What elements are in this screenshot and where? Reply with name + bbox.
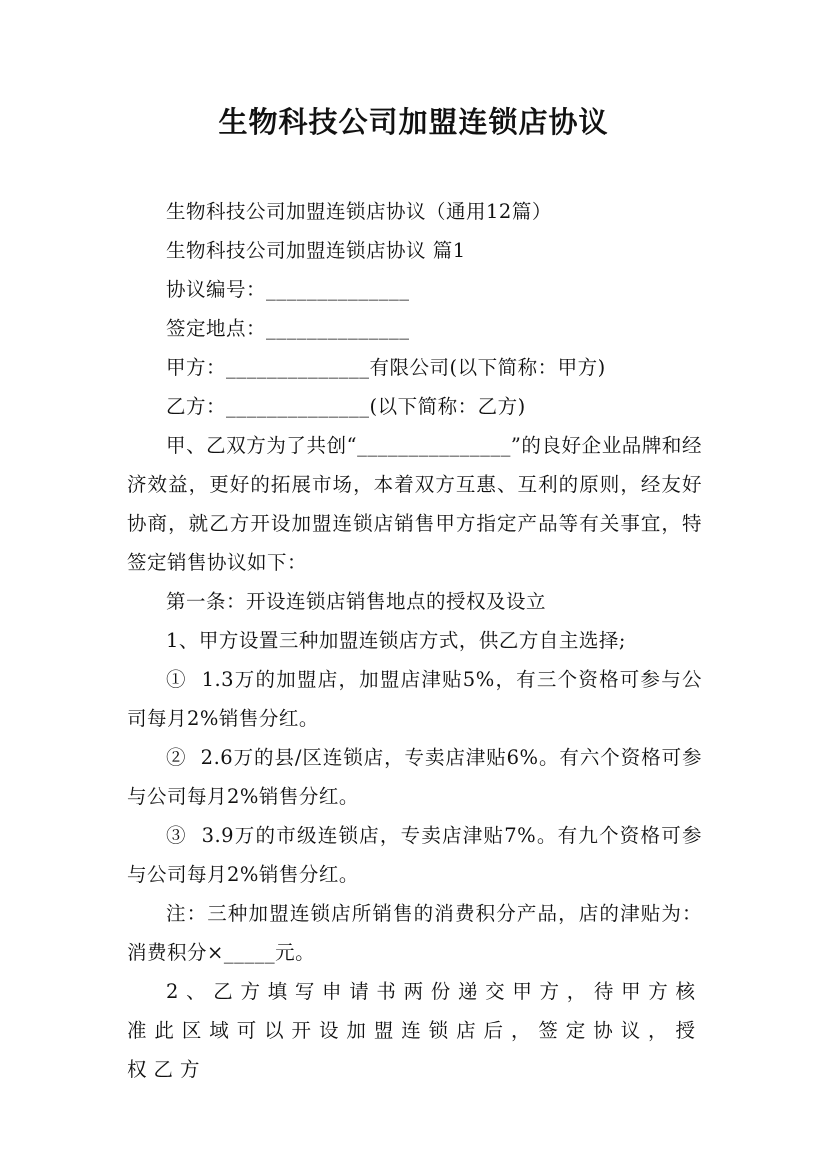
paragraph-preamble: 甲、乙双方为了共创“_______________”的良好企业品牌和经济效益，更好的拓展市场，本着双方互惠、互利的原则，经友好协商，就乙方开设加盟连锁店销售甲方指定产品等有关事宜，特签定销售协议如下： [127,434,702,574]
paragraph-option-3: ③ 3.9万的市级连锁店，专卖店津贴7%。有九个资格可参与公司每月2%销售分红。 [127,824,702,886]
paragraph-signing-place: 签定地点：______________ [166,317,410,340]
paragraph-article-one: 第一条：开设连锁店销售地点的授权及设立 [166,590,547,613]
paragraph-option-1: ① 1.3万的加盟店，加盟店津贴5%，有三个资格可参与公司每月2%销售分红。 [127,668,702,730]
paragraph-section-heading: 生物科技公司加盟连锁店协议 篇1 [166,239,466,262]
paragraph-option-2: ② 2.6万的县/区连锁店，专卖店津贴6%。有六个资格可参与公司每月2%销售分红。 [127,746,702,808]
document-body [127,192,702,1089]
paragraph-party-b: 乙方：______________(以下简称：乙方) [166,395,526,418]
paragraph-note: 注：三种加盟连锁店所销售的消费积分产品，店的津贴为：消费积分×_____元。 [127,902,702,964]
paragraph-subtitle: 生物科技公司加盟连锁店协议（通用12篇） [166,200,552,223]
paragraph-clause-1: 1、甲方设置三种加盟连锁店方式，供乙方自主选择; [166,629,626,652]
paragraph-clause-2: 2、乙方填写申请书两份递交甲方，待甲方核准此区域可以开设加盟连锁店后，签定协议，授权乙方 [127,980,702,1081]
paragraph-agreement-number: 协议编号：______________ [166,278,410,301]
document-title: 生物科技公司加盟连锁店协议 [218,105,609,139]
paragraph-party-a: 甲方：______________有限公司(以下简称：甲方) [166,356,606,379]
